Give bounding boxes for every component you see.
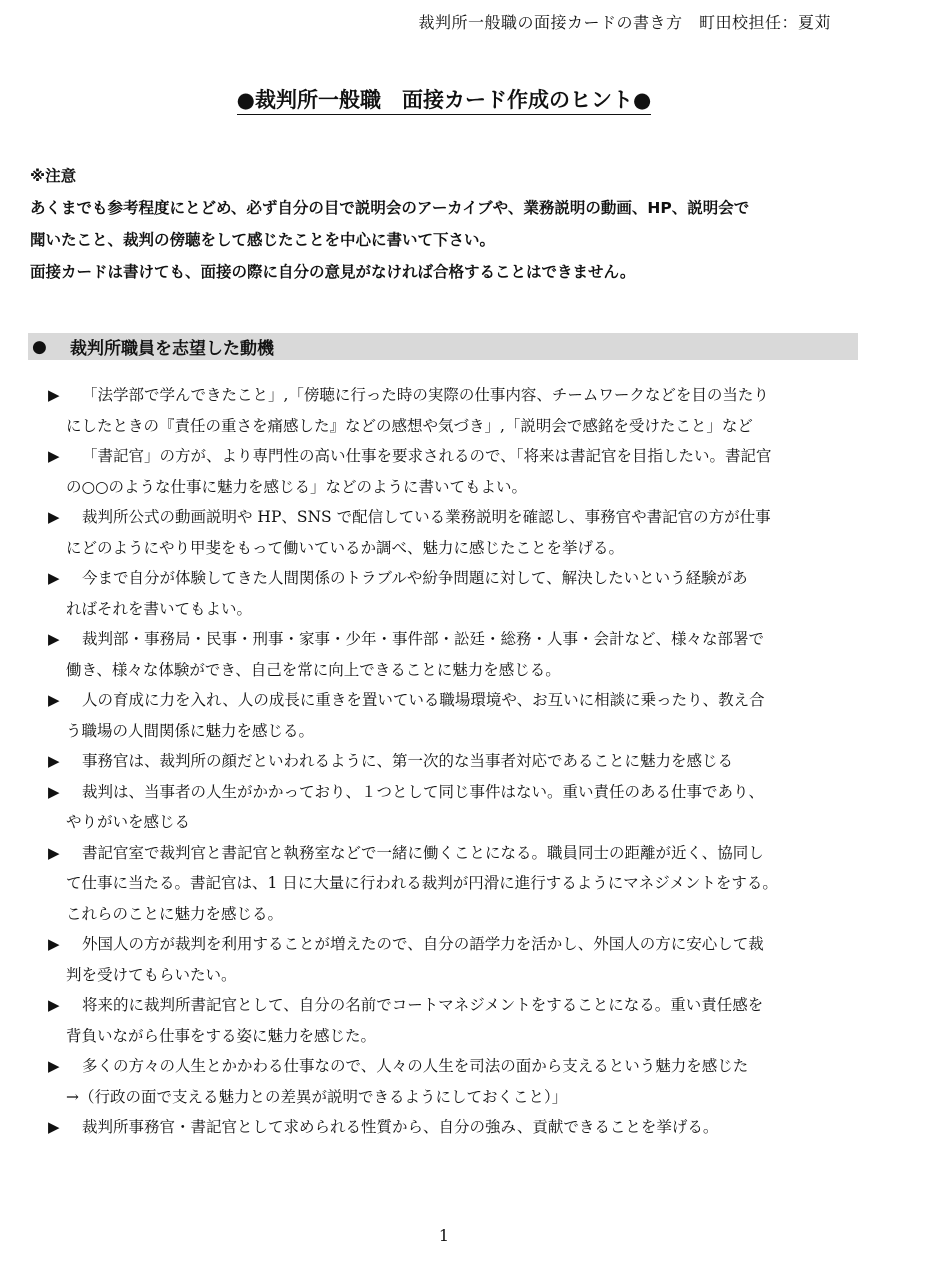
- list-item: [48, 380, 860, 441]
- caution-line: 面接カードは書けても、面接の際に自分の意見がなければ合格することはできません。: [30, 263, 636, 281]
- triangle-bullet-icon: ▶: [48, 935, 60, 953]
- triangle-bullet-icon: ▶: [48, 569, 60, 587]
- list-item-line: 書記官室で裁判官と書記官と執務室などで一緒に働くことになる。職員同士の距離が近く、協同し: [82, 843, 764, 862]
- triangle-bullet-icon: ▶: [48, 386, 60, 404]
- list-item: [48, 1051, 860, 1112]
- list-item-line: これらのことに魅力を感じる。: [66, 904, 284, 923]
- page-title-text: ●裁判所一般職 面接カード作成のヒント●: [237, 88, 652, 115]
- list-item-text: [66, 1051, 860, 1112]
- section-bullet-icon: ●: [32, 336, 47, 357]
- running-header: 裁判所一般職の面接カードの書き方 町田校担任：夏苅: [418, 13, 831, 32]
- caution-note: [30, 160, 870, 288]
- list-item-line: にしたときの『責任の重さを痛感した』などの感想や気づき」,「説明会で感銘を受けたこと」など: [66, 416, 753, 435]
- list-item-text: [66, 990, 860, 1051]
- list-item: [48, 563, 860, 624]
- page-number: 1: [438, 1226, 450, 1245]
- list-item: [48, 502, 860, 563]
- motivation-list: [48, 380, 860, 1143]
- list-item-text: [66, 441, 860, 502]
- list-item-text: [66, 685, 860, 746]
- list-item-line: →（行政の面で支える魅力との差異が説明できるようにしておくこと）」: [66, 1087, 568, 1106]
- caution-line: 聞いたこと、裁判の傍聴をして感じたことを中心に書いて下さい。: [30, 231, 496, 249]
- list-item: [48, 990, 860, 1051]
- list-item-line: 多くの方々の人生とかかわる仕事なので、人々の人生を司法の面から支えるという魅力を感じた: [82, 1057, 749, 1075]
- list-item-text: [66, 624, 860, 685]
- list-item-text: [66, 929, 860, 990]
- list-item-line: 事務官は、裁判所の顔だといわれるように、第一次的な当事者対応であることに魅力を感じる: [82, 752, 734, 770]
- list-item-line: にどのようにやり甲斐をもって働いているか調べ、魅力に感じたことを挙げる。: [66, 538, 625, 557]
- list-item-line: 判を受けてもらいたい。: [66, 965, 237, 984]
- triangle-bullet-icon: ▶: [48, 1118, 60, 1136]
- triangle-bullet-icon: ▶: [48, 691, 60, 709]
- list-item: [48, 1112, 860, 1143]
- triangle-bullet-icon: ▶: [48, 447, 60, 465]
- list-item-text: [66, 563, 860, 624]
- list-item-line: 外国人の方が裁判を利用することが増えたので、自分の語学力を活かし、外国人の方に安心して裁: [82, 935, 764, 953]
- caution-heading: ※注意: [30, 167, 77, 185]
- page-title: [0, 84, 888, 114]
- list-item: [48, 929, 860, 990]
- list-item-text: [82, 1112, 860, 1143]
- list-item-line: 裁判所事務官・書記官として求められる性質から、自分の強み、貢献できることを挙げる。: [82, 1118, 719, 1136]
- list-item-line: 人の育成に力を入れ、人の成長に重きを置いている職場環境や、お互いに相談に乗ったり、教え合: [82, 691, 765, 709]
- list-item: [48, 624, 860, 685]
- list-item-line: 今まで自分が体験してきた人間関係のトラブルや紛争問題に対して、解決したいという経験があ: [82, 569, 748, 587]
- list-item-line: 裁判部・事務局・民事・刑事・家事・少年・事件部・訟廷・総務・人事・会計など、様々な部署で: [82, 630, 765, 648]
- list-item-line: 将来的に裁判所書記官として、自分の名前でコートマネジメントをすることになる。重い責任感を: [82, 996, 764, 1014]
- list-item-text: [82, 746, 860, 777]
- list-item-line: やりがいを感じる: [66, 813, 191, 831]
- triangle-bullet-icon: ▶: [48, 508, 60, 526]
- list-item: [48, 838, 860, 930]
- list-item-line: う職場の人間関係に魅力を感じる。: [66, 721, 315, 740]
- list-item: [48, 685, 860, 746]
- list-item-text: [66, 502, 860, 563]
- list-item-line: 裁判所公式の動画説明や HP、SNS で配信している業務説明を確認し、事務官や書記官の方が仕事: [82, 508, 771, 526]
- list-item-line: て仕事に当たる。書記官は、1 日に大量に行われる裁判が円滑に進行するようにマネジメントをする。: [66, 874, 778, 892]
- list-item-line: 裁判は、当事者の人生がかかっており、１つとして同じ事件はない。重い責任のある仕事であり、: [82, 782, 765, 801]
- list-item-line: 「法学部で学んできたこと」,「傍聴に行った時の実際の仕事内容、チームワークなどを目の当たり: [82, 386, 769, 404]
- caution-line: あくまでも参考程度にとどめ、必ず自分の目で説明会のアーカイブや、業務説明の動画、HP、説明会で: [30, 199, 750, 217]
- list-item: [48, 746, 860, 777]
- list-item-line: 働き、様々な体験ができ、自己を常に向上できることに魅力を感じる。: [66, 660, 561, 679]
- list-item-text: [66, 838, 860, 930]
- triangle-bullet-icon: ▶: [48, 630, 60, 648]
- list-item-line: ればそれを書いてもよい。: [66, 599, 253, 618]
- list-item-text: [66, 777, 860, 838]
- list-item: [48, 777, 860, 838]
- list-item-line: 背負いながら仕事をする姿に魅力を感じた。: [66, 1026, 377, 1045]
- triangle-bullet-icon: ▶: [48, 996, 60, 1014]
- list-item-line: の○○のような仕事に魅力を感じる」などのように書いてもよい。: [66, 477, 528, 496]
- triangle-bullet-icon: ▶: [48, 782, 60, 801]
- list-item-text: [66, 380, 860, 441]
- section-heading: [28, 333, 858, 360]
- section-heading-text: 裁判所職員を志望した動機: [70, 339, 274, 359]
- list-item: [48, 441, 860, 502]
- triangle-bullet-icon: ▶: [48, 1057, 60, 1075]
- list-item-line: 「書記官」の方が、より専門性の高い仕事を要求されるので、「将来は書記官を目指したい。書記官: [82, 447, 772, 465]
- triangle-bullet-icon: ▶: [48, 752, 60, 770]
- triangle-bullet-icon: ▶: [48, 843, 60, 862]
